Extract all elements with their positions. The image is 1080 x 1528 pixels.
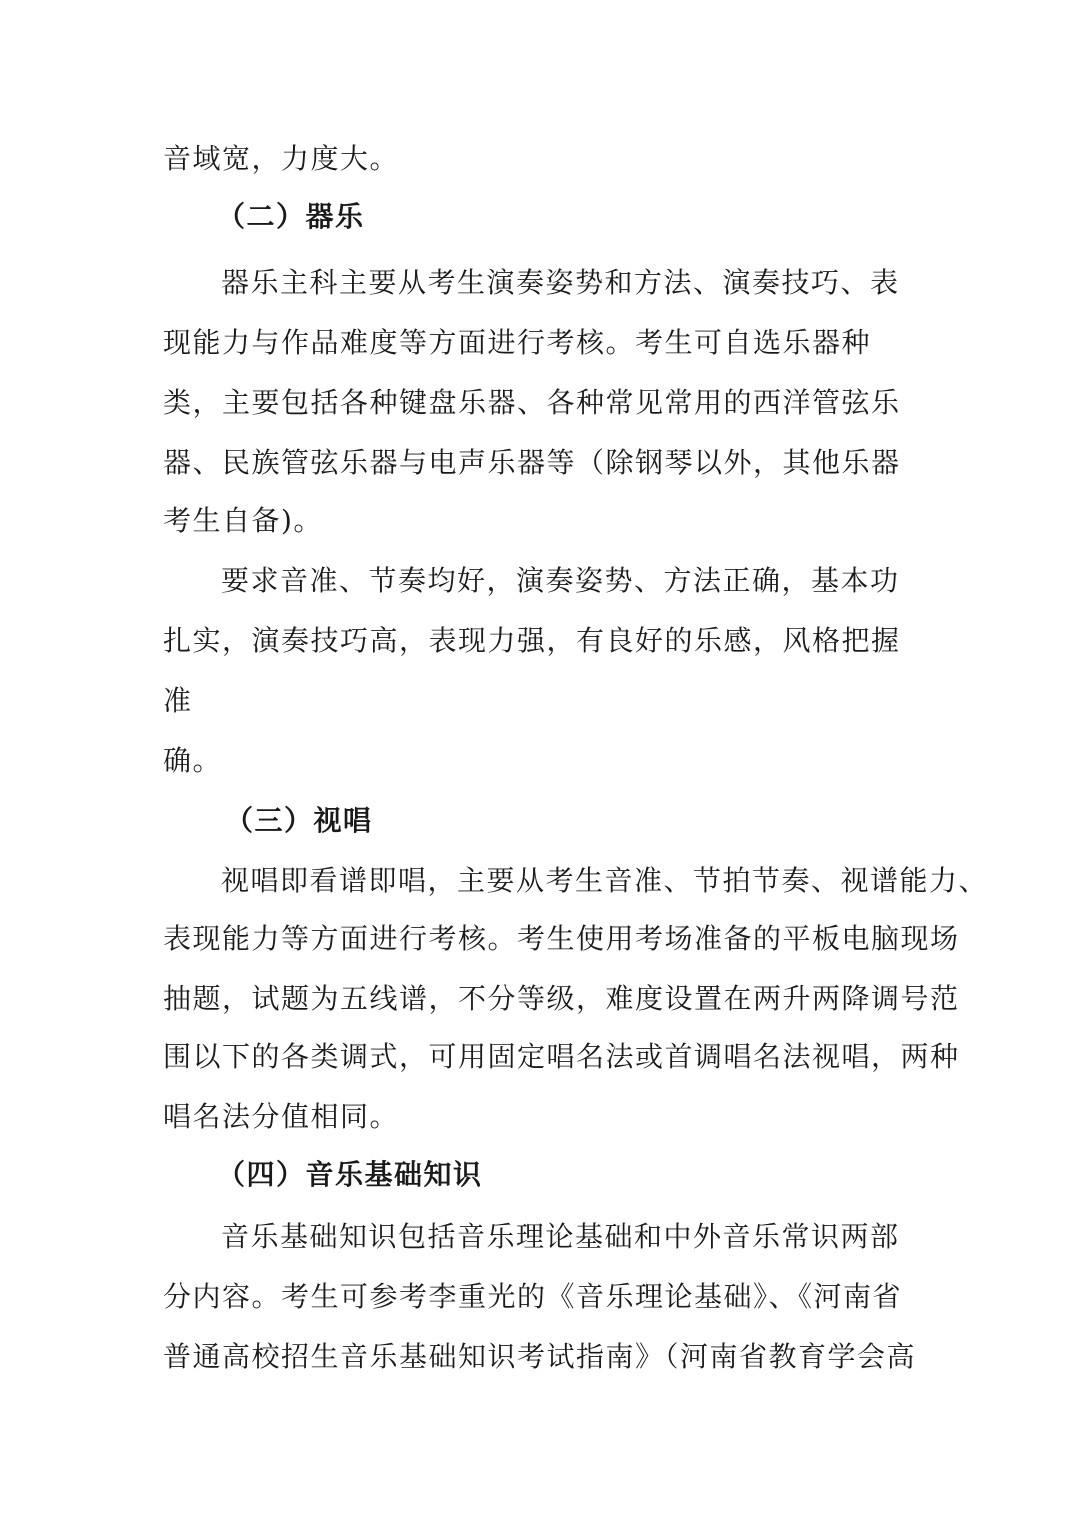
paragraph-line: 分内容。考生可参考李重光的《音乐理论基础》、《河南省 [163,1280,903,1313]
paragraph-line: 普通高校招生音乐基础知识考试指南》（河南省教育学会高 [163,1340,917,1373]
paragraph-line: 现能力与作品难度等方面进行考核。考生可自选乐器种 [163,326,872,359]
paragraph-line: 视唱即看谱即唱，主要从考生音准、节拍节奏、视谱能力、 [221,864,989,897]
paragraph-line: 要求音准、节奏均好，演奏姿势、方法正确，基本功 [221,564,900,597]
paragraph-line: 音域宽，力度大。 [163,142,400,175]
paragraph-line: 器乐主科主要从考生演奏姿势和方法、演奏技巧、表 [221,266,900,299]
paragraph-line: 器、民族管弦乐器与电声乐器等（除钢琴以外，其他乐器 [163,446,901,479]
section-heading-instrumental: （二）器乐 [217,200,365,233]
section-heading-sight-singing: （三）视唱 [225,804,373,837]
paragraph-line: 准 [163,684,193,717]
paragraph-line: 类，主要包括各种键盘乐器、各种常见常用的西洋管弦乐 [163,386,901,419]
paragraph-line: 唱名法分值相同。 [163,1100,400,1133]
paragraph-line: 扎实，演奏技巧高，表现力强，有良好的乐感，风格把握 [163,624,901,657]
paragraph-line: 音乐基础知识包括音乐理论基础和中外音乐常识两部 [221,1220,900,1253]
paragraph-line: 考生自备)。 [163,504,323,537]
paragraph-line: 围以下的各类调式，可用固定唱名法或首调唱名法视唱，两种 [163,1040,960,1073]
paragraph-line: 抽题，试题为五线谱，不分等级，难度设置在两升两降调号范 [163,982,960,1015]
paragraph-line: 确。 [163,744,223,777]
section-heading-music-theory: （四）音乐基础知识 [217,1158,483,1191]
paragraph-line: 表现能力等方面进行考核。考生使用考场准备的平板电脑现场 [163,922,960,955]
